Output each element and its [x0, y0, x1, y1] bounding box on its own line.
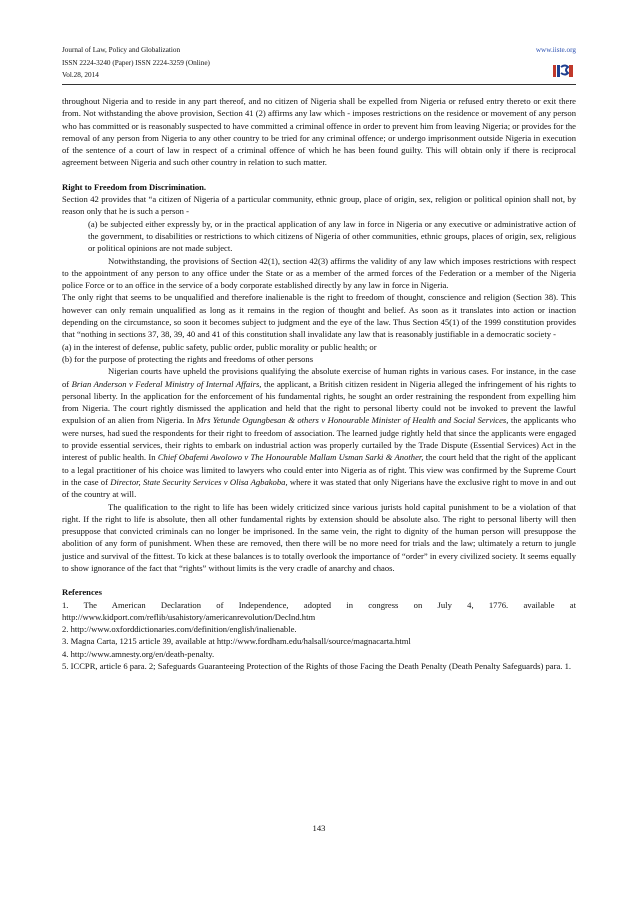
paragraph-movement: throughout Nigeria and to reside in any part thereof, and no citizen of Nigeria shall be expelled from Nigeria or refused entry thereto or exit there from. Not withstanding the above provision, Section 41 (2) affirms any law which - imposes restrictions on the residence or movement of any person who has committed or is reasonably suspected to have committed a criminal offence in order to prevent him from leaving Nigeria; or provides for the removal of any person from Nigeria to any other country to be tried for any criminal offence; or undergo imprisonment outside Nigeria in execution of the sentence of a court of law in respect of a criminal offence of which he has been found guilty. This will obtain only if there is reciprocal agreement between Nigeria and such other country in relation to such matter.: [62, 96, 576, 168]
journal-url-link[interactable]: www.iiste.org: [535, 46, 576, 54]
references-heading: References: [62, 587, 102, 598]
clause-45b: (b) for the purpose of protecting the rights and freedoms of other persons: [62, 353, 314, 364]
article-body: [62, 95, 576, 672]
page-number: 143: [312, 823, 326, 833]
text-span: , the applicant, a British citizen resident in Nigeria alleged the infringement of his rights to personal liberty. In the application for the enforcement of his fundamental rights, he sought an order restraining the respondent from expelling him from Nigeria. The court rightly dismissed the application and held that the right to personal liberty could not be invoked to prevent the lawful expulsion of an alien from Nigeria. In: [62, 378, 577, 426]
reference-item: 2. http://www.oxforddictionaries.com/definition/english/inalienable.: [62, 624, 297, 635]
case-citation: Chief Obafemi Awolowo v The Honourable Mallam Usman Sarki & Another,: [157, 452, 424, 463]
case-citation: Brian Anderson v Federal Ministry of Internal Affairs: [71, 378, 260, 389]
reference-item: 3. Magna Carta, 1215 article 39, available at http://www.fordham.edu/halsall/source/magnacarta.html: [62, 636, 411, 647]
journal-info: [62, 44, 576, 82]
case-citation: Director, State Security Services v Olisa Agbakoba,: [110, 476, 288, 487]
reference-item: 4. http://www.amnesty.org/en/death-penalty.: [62, 648, 215, 659]
paragraph-court-cases: [62, 365, 576, 500]
section-heading: Right to Freedom from Discrimination.: [62, 181, 207, 192]
text-span: where it was stated that only Nigerians have the exclusive right to move in and out of the country at will.: [62, 476, 577, 500]
paragraph-notwithstanding: Notwithstanding, the provisions of Section 42(1), section 42(3) affirms the validity of any law which imposes restrictions with respect to the appointment of any person to any office under the State or as a member of the armed forces of the Federation or a member of the Nigeria police Force or to an office in the service of a body corporate established directly by any law in force in Nigeria.: [62, 255, 576, 291]
clause-45a: (a) in the interest of defense, public safety, public order, public morality or public health; or: [62, 341, 377, 352]
paragraph-unqualified-right: The only right that seems to be unqualified and therefore inalienable is the right to freedom of thought, conscience and religion (Section 38). This however can only remain unqualified as long as it remains in the region of thought and belief. As soon as it translates into action or inaction depending on the circumstance, so soon it becomes subject to judgment and the eye of the law. Thus Section 45(1) of the 1999 constitution provides that “nothing in sections 37, 38, 39, 40 and 41 of this constitution shall invalidate any law that is reasonably justifiable in a democratic society -: [62, 292, 576, 340]
paragraph-right-to-life: The qualification to the right to life has been widely criticized since various jurists hold capital punishment to be a violation of that right. If the right to life is absolute, then all other fundamental rights by extension should be absolute also. The right to personal liberty will then presuppose that convicted criminals can no longer be imprisoned. In the same vein, the right to dignity of the human person will presuppose the abolition of any form of punishment. When these are removed, then there will be no more need for trials and the law; ultimately a return to jungle justice and survival of the fittest. To kick at these balances is to totally overlook the importance of “order” in every civilized society. It seems equally to show ignorance of the fact that “rights” without limits is the very cradle of anarchy and chaos.: [62, 501, 576, 573]
issn-line: ISSN 2224-3240 (Paper) ISSN 2224-3259 (Online): [62, 58, 210, 67]
reference-item: 5. ICCPR, article 6 para. 2; Safeguards Guaranteeing Protection of the Rights of those Facing the Death Penalty (Death Penalty Safeguards) para. 1.: [62, 661, 572, 672]
page-header: [62, 44, 576, 82]
text-span: the court held that the right of the applicant to a legal practitioner of his choice was limited to lawyers who could enter into Nigeria as of right. This view was confirmed by the Supreme Court in the case of: [62, 452, 577, 487]
references-section: [62, 586, 576, 672]
paragraph-section-42: Section 42 provides that “a citizen of Nigeria of a particular community, ethnic group, place of origin, sex, religion or political opinion shall not, by reason only that he is such a person -: [62, 194, 576, 217]
volume-line: Vol.28, 2014: [62, 71, 99, 80]
case-citation: Mrs Yetunde Ogungbesan & others v Honourable Minister of Health and Social Services: [196, 415, 507, 426]
text-span: Nigerian courts have upheld the provisions qualifying the absolute exercise of human rights in various cases. For instance, in the case of: [62, 366, 576, 389]
journal-title: Journal of Law, Policy and Globalization: [62, 46, 181, 54]
reference-item: 1. The American Declaration of Independence, adopted in congress on July 4, 1776. available at http://www.kidport.com/reflib/usahistory/americanrevolution/Declnd.htm: [62, 599, 576, 622]
header-rule: [62, 84, 576, 85]
iiste-logo: [552, 62, 574, 80]
clause-42a: (a) be subjected either expressly by, or in the practical application of any law in force in Nigeria or any executive or administrative action of the government, to disabilities or restrictions to which citizens of Nigeria of other communities, ethnic groups, places of origin, sex, religious or political opinions are not made subject.: [88, 218, 576, 254]
text-span: , the applicants who were nurses, had sued the respondents for their right to freedom of association. The learned judge rightly held that since the applicants were engaged to provide essential services, their rights to embark on industrial action was properly curtailed by the Trade Dispute (Essential Services) Act in the interest of public health. In: [62, 415, 577, 463]
